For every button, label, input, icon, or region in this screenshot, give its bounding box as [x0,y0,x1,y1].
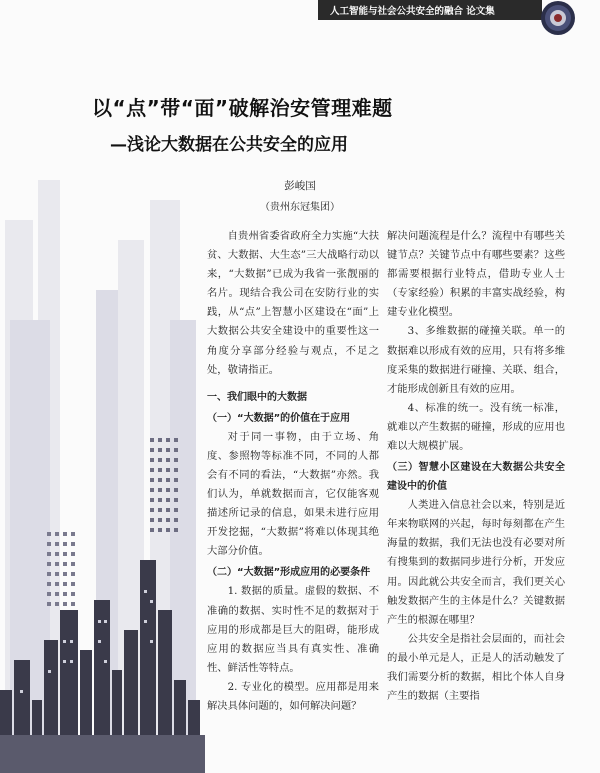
body-paragraph: 解决问题流程是什么？流程中有哪些关键节点？关键节点中有哪些要素？这些都需要根据行业特点，借助专业人士（专家经验）积累的丰富实战经验，构建专业化模型。 [387,230,565,319]
circular-seal-icon [537,0,579,38]
body-paragraph: 公共安全是指社会层面的，而社会的最小单元是人，正是人的活动触发了我们需要分析的数据，相比个体人自身产生的数据（主要指 [387,632,565,703]
subsection-heading: （三）智慧小区建设在大数据公共安全建设中的价值 [387,462,565,493]
body-paragraph: 3、多维数据的碰撞关联。单一的数据难以形成有效的应用，只有将多维度采集的数据进行碰撞、关联、组合，才能形成创新且有效的应用。 [387,325,565,395]
body-paragraph: 人类进入信息社会以来，特别是近年来物联网的兴起，每时每刻都在产生海量的数据，我们无法也没有必要对所有搜集到的数据同步进行分析，开发应用。因此就公共安全而言，我们更关心触发数据产生的主体是什么？关键数据产生的根源在哪里？ [387,499,565,626]
body-column-right [387,227,565,706]
body-paragraph: 2. 专业化的模型。应用都是用来解决具体问题的，如何解决问题？ [207,680,379,712]
subsection-heading: （一）“大数据”的价值在于应用 [207,412,351,424]
article-title: 以“点”带“面”破解治安管理难题 [92,96,393,120]
author-affiliation: （贵州东冠集团） [260,202,340,213]
subsection-heading: （二）“大数据”形成应用的必要条件 [207,567,371,579]
section-heading: 一、我们眼中的大数据 [207,391,307,403]
body-column-left [207,227,379,716]
body-paragraph: 对于同一事物，由于立场、角度、参照物等标准不同，不同的人都会有不同的看法，“大数据”亦然。我们认为，单就数据而言，它仅能客观描述所记录的信息，如果未进行应用开发挖掘，“大数据”将难以体现其绝大部分价值。 [207,430,379,558]
author-name: 彭峻国 [284,180,316,192]
article-subtitle: —浅论大数据在公共安全的应用 [110,135,348,155]
body-paragraph: 4、标准的统一。没有统一标准，就难以产生数据的碰撞，形成的应用也难以大规模扩展。 [387,401,565,453]
journal-name: 人工智能与社会公共安全的融合 论文集 [330,6,495,17]
intro-paragraph: 自贵州省委省政府全力实施“大扶贫、大数据、大生态”三大战略行动以来，“大数据”已成为我省一张靓丽的名片。现结合我公司在安防行业的实践，从“点”上智慧小区建设在“面”上大数据公共安全建设中的重要性这一角度分享部分经验与观点，不足之处，敬请指正。 [207,230,379,376]
body-paragraph: 1. 数据的质量。虚假的数据、不准确的数据、实时性不足的数据对于应用的形成都是巨大的阻碍，能形成应用的数据应当具有真实性、准确性、鲜活性等特点。 [207,585,379,674]
